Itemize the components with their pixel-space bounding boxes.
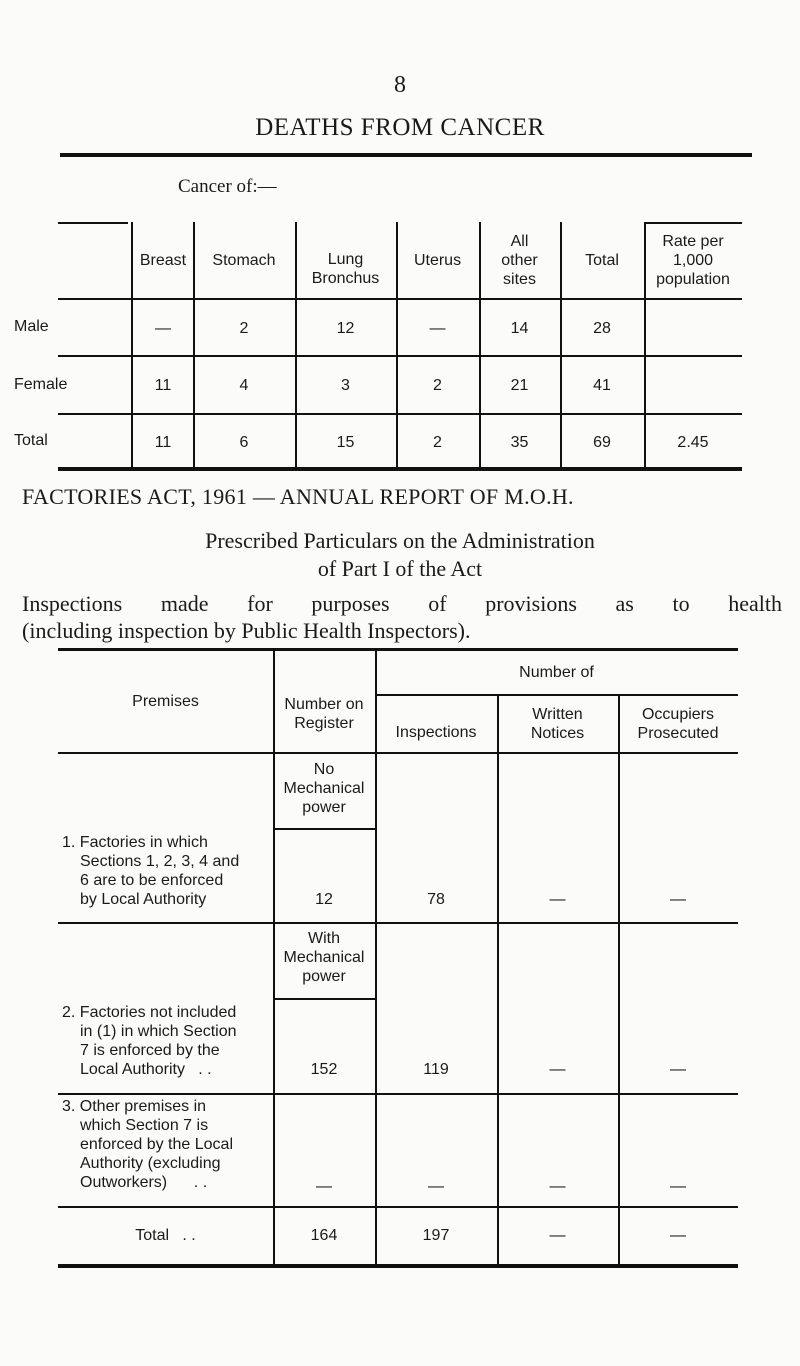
power-line: No (313, 761, 335, 778)
table-cell: 21 (510, 376, 529, 394)
header-prosecuted-line1: Occupiers (641, 706, 715, 723)
table-cell: — (316, 1178, 332, 1195)
table-cell: 2.45 (677, 433, 709, 451)
premises-line: Local Authority . . (80, 1061, 212, 1078)
table-cell: — (670, 1061, 686, 1078)
table-cell: 41 (593, 376, 611, 394)
premises-line: Outworkers) . . (80, 1174, 208, 1191)
header-rate-line1: Rate per (662, 232, 724, 250)
table-cell: — (549, 1227, 566, 1244)
header-rate-line2: 1,000 (672, 251, 714, 269)
table-cell: 78 (427, 891, 445, 908)
grid-line (58, 1264, 738, 1268)
table-cell: 11 (154, 376, 172, 394)
premises-row-1 (62, 833, 267, 909)
header-rate (644, 222, 742, 298)
power-label-no (273, 760, 375, 817)
premises-line: by Local Authority (80, 891, 207, 908)
header-other-sites (479, 222, 560, 298)
premises-line: enforced by the Local (80, 1136, 233, 1153)
header-other-line1: All (510, 232, 529, 250)
table-cell (644, 357, 742, 413)
table-cell: 11 (154, 433, 172, 451)
premises-line: in (1) in which Section (80, 1023, 237, 1040)
power-label-with (273, 929, 375, 986)
row-label-male: Male (14, 318, 49, 335)
premises-line: 6 are to be enforced (80, 872, 224, 889)
page-number: 8 (394, 72, 406, 98)
table-cell: 2 (433, 433, 442, 451)
header-number-of: Number of (519, 663, 594, 681)
grid-line (273, 828, 375, 830)
premises-row-2 (62, 1003, 272, 1079)
grid-line (58, 922, 738, 924)
factories-paragraph-line2: (including inspection by Public Health Inspectors). (22, 618, 471, 643)
row-label-total: Total (14, 432, 48, 449)
header-stomach: Stomach (212, 251, 276, 269)
table-cell: 197 (422, 1227, 450, 1244)
grid-line (273, 998, 375, 1000)
table-cell: 69 (593, 433, 611, 451)
grid-line (58, 1093, 738, 1095)
factories-title: FACTORIES ACT, 1961 — ANNUAL REPORT OF M.O.H. (22, 484, 574, 509)
table-cell: — (429, 319, 446, 337)
power-line: Mechanical (283, 949, 365, 966)
header-prosecuted-line2: Prosecuted (637, 725, 719, 742)
table-cell: 2 (239, 319, 249, 337)
table-cell: 152 (310, 1061, 338, 1078)
table-cell: 4 (239, 376, 249, 394)
header-inspections: Inspections (395, 723, 477, 741)
title-rule (60, 153, 752, 157)
table-cell: — (670, 1178, 686, 1195)
total-label: Total . . (135, 1227, 196, 1244)
header-lung-bronchus (295, 222, 396, 298)
header-other-line3: sites (503, 270, 536, 288)
header-written-notices (497, 696, 618, 752)
table-cell: — (670, 891, 686, 908)
header-occupiers-prosecuted (618, 696, 738, 752)
premises-line: 3. Other premises in (62, 1098, 207, 1115)
premises-line: which Section 7 is (80, 1117, 209, 1134)
premises-line: Authority (excluding (80, 1155, 221, 1172)
table-cell: 3 (341, 376, 350, 394)
header-other-line2: other (501, 251, 538, 269)
table-cell: — (670, 1227, 686, 1244)
cancer-of-caption: Cancer of:— (178, 176, 277, 197)
deaths-table-title: DEATHS FROM CANCER (255, 114, 545, 141)
header-breast: Breast (139, 251, 187, 269)
header-register-line1: Number on (284, 696, 364, 713)
grid-line (58, 752, 738, 754)
header-total: Total (585, 251, 619, 269)
power-line: With (308, 930, 340, 947)
header-register-line2: Register (294, 715, 354, 732)
header-premises: Premises (132, 692, 199, 710)
factories-paragraph-line1: Inspections made for purposes of provisions as to health (22, 591, 782, 616)
header-register (273, 650, 375, 752)
header-uterus: Uterus (413, 251, 462, 269)
table-cell: 6 (239, 433, 249, 451)
row-label-female: Female (14, 376, 68, 393)
table-cell: 14 (510, 319, 529, 337)
premises-line: Sections 1, 2, 3, 4 and (80, 853, 240, 870)
premises-row-3 (62, 1097, 272, 1192)
table-cell: 12 (315, 891, 333, 908)
table-cell: 164 (310, 1227, 338, 1244)
table-cell: — (549, 1061, 566, 1078)
grid-line (58, 1206, 738, 1208)
premises-line: 7 is enforced by the (80, 1042, 220, 1059)
table-cell: 28 (593, 319, 611, 337)
premises-line: 2. Factories not included (62, 1004, 237, 1021)
table-cell: — (155, 319, 171, 337)
factories-subtitle-line1: Prescribed Particulars on the Administration (205, 528, 595, 553)
table-cell: — (549, 1178, 566, 1195)
power-line: Mechanical (283, 780, 365, 797)
factories-subtitle-line2: of Part I of the Act (317, 556, 483, 581)
power-line: power (302, 799, 346, 816)
header-lung-line1: Lung (327, 251, 364, 268)
header-notices-line2: Notices (530, 725, 585, 742)
premises-line: 1. Factories in which (62, 834, 208, 851)
header-notices-line1: Written (532, 706, 583, 723)
header-rate-line3: population (656, 270, 730, 288)
table-cell (644, 300, 742, 356)
table-cell: 2 (433, 376, 442, 394)
grid-line (58, 222, 128, 224)
table-cell: 35 (510, 433, 529, 451)
table-cell: 12 (336, 319, 355, 337)
table-cell: 15 (336, 433, 355, 451)
table-cell: 119 (423, 1061, 449, 1078)
table-cell: — (428, 1178, 444, 1195)
table-cell: — (549, 891, 566, 908)
power-line: power (302, 968, 346, 985)
header-lung-line2: Bronchus (311, 270, 380, 287)
